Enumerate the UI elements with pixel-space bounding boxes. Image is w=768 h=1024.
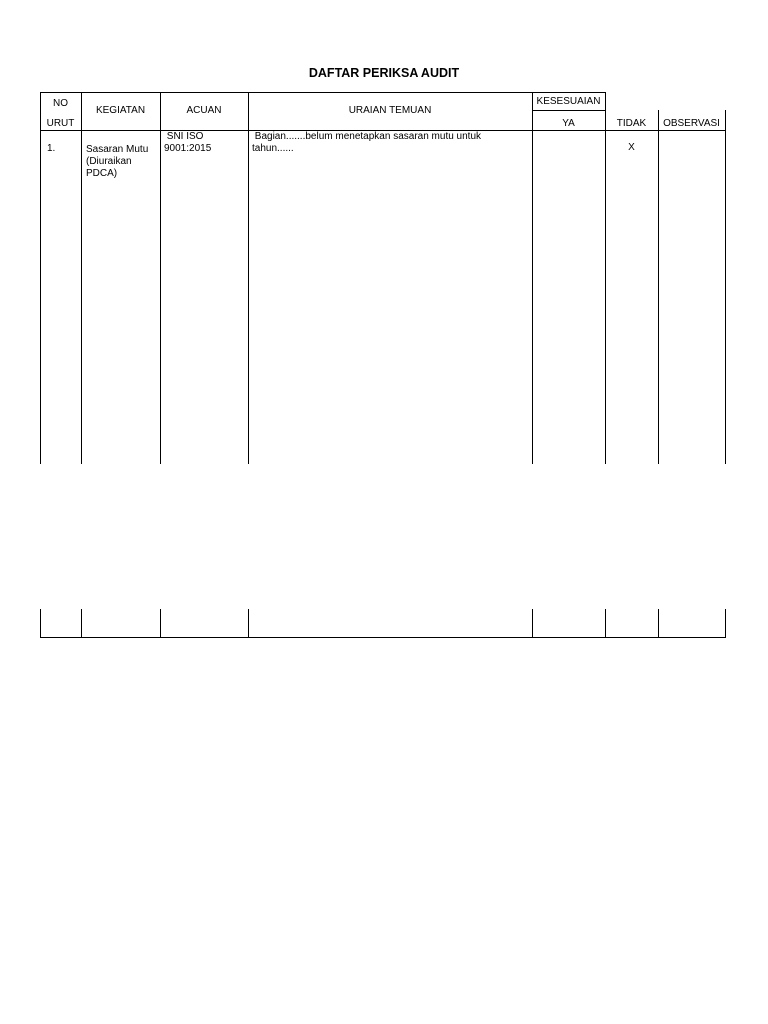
cell-kegiatan-line: (Diuraikan [86,156,132,167]
page-title: DAFTAR PERIKSA AUDIT [308,66,460,80]
column-line [658,609,659,638]
column-line [81,92,82,464]
cell-tidak-mark: X [628,142,635,153]
cell-uraian-line: tahun...... [252,143,294,154]
kesesuaian-divider [532,110,606,111]
header-no: NO [53,98,68,109]
column-line [725,110,726,464]
cell-uraian-line: Bagian.......belum menetapkan sasaran mutu untuk [252,131,482,142]
column-line [81,609,82,638]
header-kegiatan: KEGIATAN [95,105,146,116]
column-line [605,609,606,638]
column-line [248,92,249,464]
column-line [532,92,533,464]
header-acuan: ACUAN [186,105,222,116]
column-line [160,609,161,638]
header-ya: YA [562,118,575,129]
cell-kegiatan-line: Sasaran Mutu [86,144,149,155]
cell-acuan-line: 9001:2015 [164,143,212,154]
column-line [658,110,659,464]
column-line [160,92,161,464]
table-top-border-right [248,92,606,93]
column-line [40,609,41,638]
column-line [725,609,726,638]
header-uraian-temuan: URAIAN TEMUAN [348,105,432,116]
header-kesesuaian: KESESUAIAN [536,96,601,107]
table-top-border [40,92,248,93]
cell-acuan-line: SNI ISO [164,131,204,142]
cell-kegiatan-line: PDCA) [86,168,118,179]
table-bottom-border [40,637,726,638]
column-line [40,92,41,464]
column-line [532,609,533,638]
header-urut: URUT [46,118,75,129]
column-line [248,609,249,638]
header-observasi: OBSERVASI [663,118,720,129]
header-tidak: TIDAK [616,118,647,129]
cell-no: 1. [47,143,56,154]
